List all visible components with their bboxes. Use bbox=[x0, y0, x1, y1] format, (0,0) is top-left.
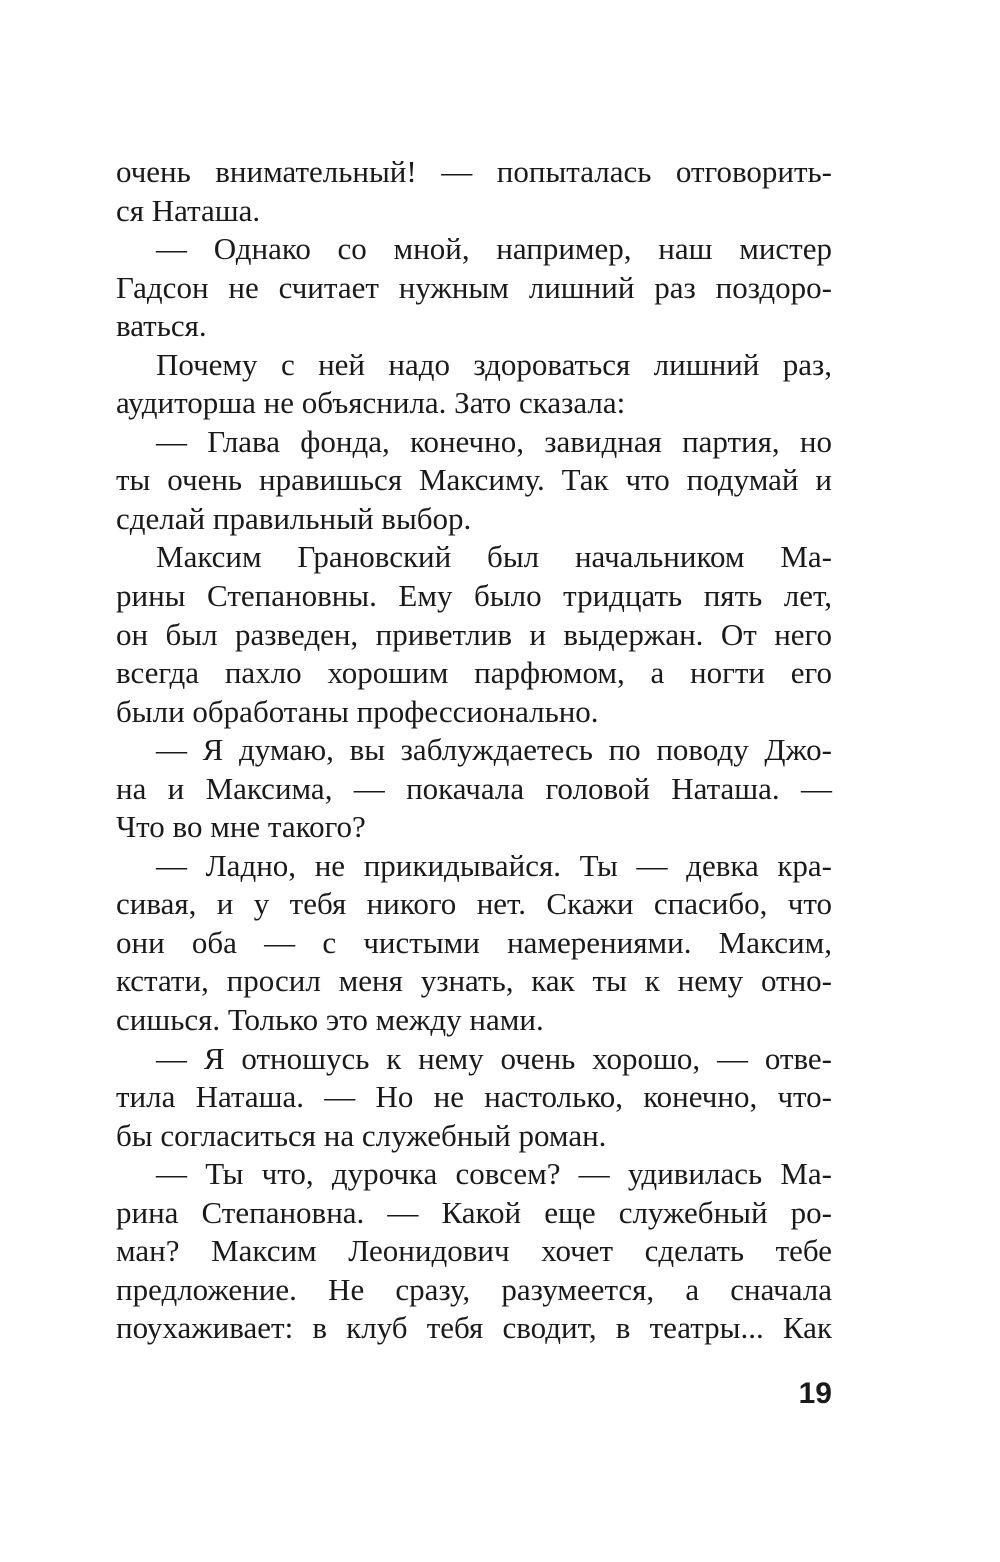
text-line: — Однако со мной, например, наш мистер bbox=[156, 231, 832, 267]
text-line: ся Наташа. bbox=[116, 192, 261, 228]
text-line: ваться. bbox=[116, 308, 207, 344]
text-line: — Я думаю, вы заблуждаетесь по поводу Джо- bbox=[156, 732, 832, 768]
text-line: бы согласиться на служебный роман. bbox=[116, 1117, 607, 1153]
text-line: были обработаны профессионально. bbox=[116, 693, 599, 729]
text-line: сишься. Только это между нами. bbox=[116, 1002, 544, 1038]
text-line: Максим Грановский был начальником Ма- bbox=[156, 539, 832, 575]
text-line: очень внимательный! — попыталась отговорить- bbox=[116, 154, 832, 189]
text-line: он был разведен, приветлив и выдержан. От него bbox=[116, 616, 832, 652]
text-line: — Глава фонда, конечно, завидная партия, но bbox=[156, 423, 832, 459]
text-line: — Я отношусь к нему очень хорошо, — отве- bbox=[156, 1040, 832, 1076]
text-line: предложение. Не сразу, разумеется, а сначала bbox=[116, 1271, 832, 1307]
text-line: Что во мне такого? bbox=[116, 809, 366, 845]
text-line: ты очень нравишься Максиму. Так что подумай и bbox=[116, 462, 832, 498]
text-line: они оба — с чистыми намерениями. Максим, bbox=[116, 924, 832, 960]
text-line: рина Степановна. — Какой еще служебный ро- bbox=[116, 1194, 832, 1230]
text-line: всегда пахло хорошим парфюмом, а ногти его bbox=[116, 655, 832, 691]
text-line: Почему с ней надо здороваться лишний раз, bbox=[156, 346, 832, 382]
text-line: Гадсон не считает нужным лишний раз поздоро- bbox=[116, 269, 832, 305]
body-text bbox=[116, 153, 832, 1348]
text-line: — Ты что, дурочка совсем? — удивилась Ма- bbox=[156, 1156, 832, 1192]
text-line: рины Степановны. Ему было тридцать пять лет, bbox=[116, 578, 832, 614]
text-line: ман? Максим Леонидович хочет сделать тебе bbox=[116, 1233, 832, 1269]
text-line: на и Максима, — покачала головой Наташа. — bbox=[116, 770, 832, 806]
text-line: сделай правильный выбор. bbox=[116, 500, 472, 536]
text-line: сивая, и у тебя никого нет. Скажи спасибо, что bbox=[116, 886, 832, 922]
text-line: поухаживает: в клуб тебя сводит, в театры... Как bbox=[116, 1310, 832, 1346]
text-line: тила Наташа. — Но не настолько, конечно, что- bbox=[116, 1079, 832, 1115]
page-number: 19 bbox=[798, 1377, 832, 1410]
text-line: аудиторша не объяснила. Зато сказала: bbox=[116, 385, 626, 421]
text-line: кстати, просил меня узнать, как ты к нему отно- bbox=[116, 963, 832, 999]
text-line: — Ладно, не прикидывайся. Ты — девка кра- bbox=[156, 847, 832, 883]
